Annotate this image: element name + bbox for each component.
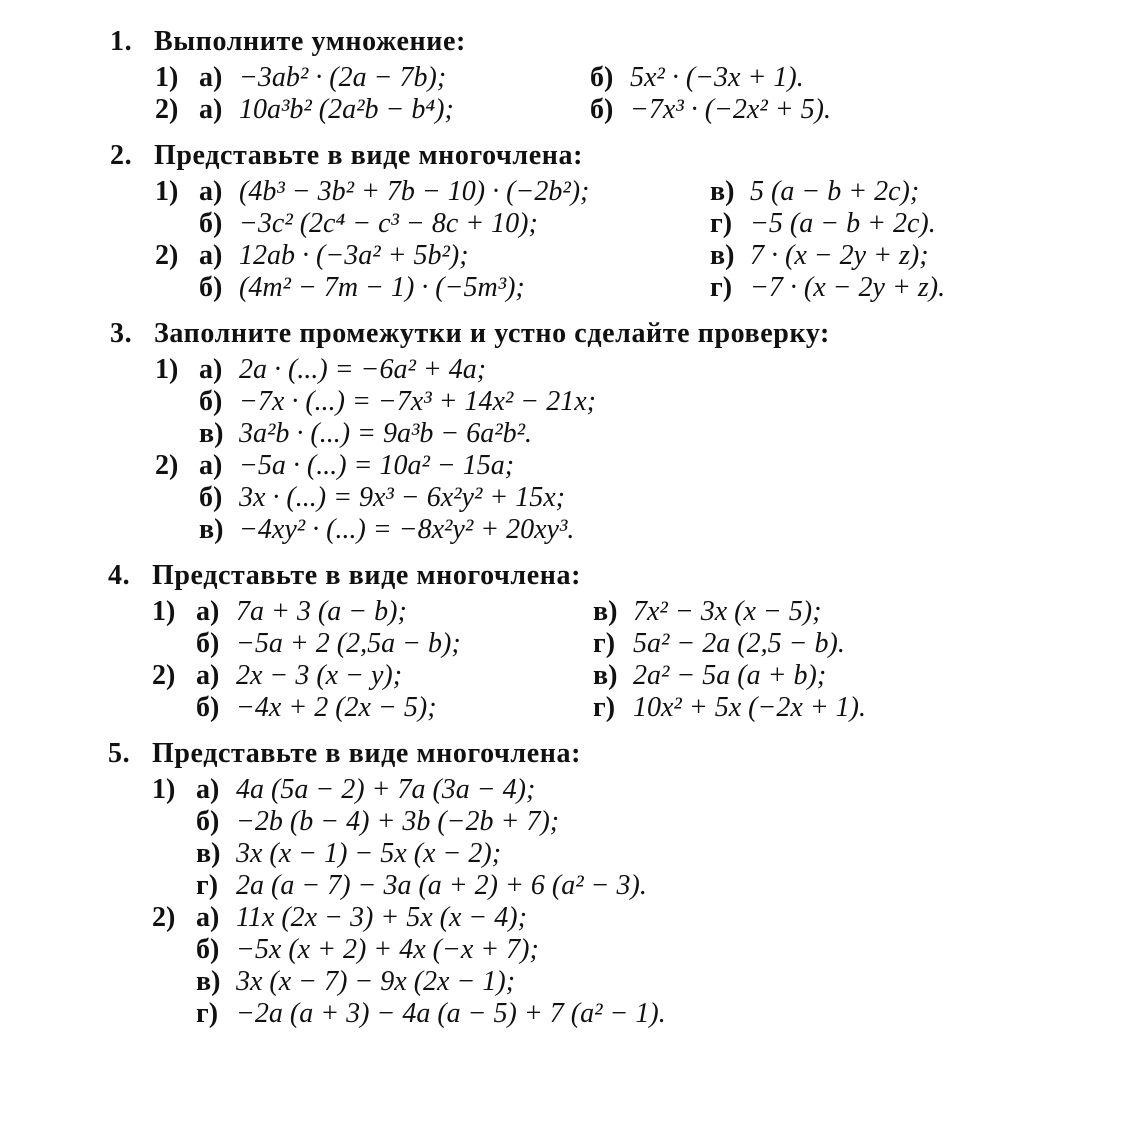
task-number: 3. (110, 318, 133, 349)
exercise-line-right (710, 272, 945, 304)
exercise-line (155, 62, 446, 94)
task-title: Представьте в виде многочлена: (154, 140, 583, 171)
expression: 2a (a − 7) − 3a (a + 2) + 6 (a² − 3). (236, 870, 647, 901)
task-title: Заполните промежутки и устно сделайте проверку: (154, 318, 830, 349)
task-title: Выполните умножение: (154, 26, 466, 57)
item-letter: б) (590, 94, 614, 125)
item-letter: в) (199, 514, 224, 545)
expression: 4a (5a − 2) + 7a (3a − 4); (236, 774, 536, 805)
exercise-line (155, 450, 514, 482)
expression: 5x² · (−3x + 1). (630, 62, 804, 93)
exercise-line (155, 176, 589, 208)
exercise-line (152, 806, 559, 838)
expression: 11x (2x − 3) + 5x (x − 4); (236, 902, 527, 933)
group-label: 2) (155, 450, 179, 481)
expression: −2a (a + 3) − 4a (a − 5) + 7 (a² − 1). (236, 998, 666, 1029)
expression: 3x (x − 7) − 9x (2x − 1); (236, 966, 516, 997)
task-number: 1. (110, 26, 133, 57)
expression: 7a + 3 (a − b); (236, 596, 407, 627)
exercise-line (152, 870, 647, 902)
exercise-line (155, 418, 532, 450)
group-label: 1) (152, 596, 176, 627)
expression: 10a³b² (2a²b − b⁴); (239, 94, 454, 125)
exercise-line (152, 774, 535, 806)
expression: 2a · (...) = −6a² + 4a; (239, 354, 487, 385)
group-label: 1) (155, 354, 179, 385)
item-letter: а) (199, 240, 223, 271)
expression: 5 (a − b + 2c); (750, 176, 920, 207)
exercise-line-right (590, 94, 831, 126)
exercise-line-right (590, 62, 804, 94)
item-letter: а) (196, 660, 220, 691)
item-letter: в) (593, 596, 618, 627)
expression: −7 · (x − 2y + z). (750, 272, 946, 303)
exercise-line-right (593, 596, 821, 628)
expression: −3ab² · (2a − 7b); (239, 62, 447, 93)
expression: −7x³ · (−2x² + 5). (630, 94, 831, 125)
task-1-heading (110, 26, 466, 58)
exercise-line (152, 628, 461, 660)
item-letter: б) (199, 272, 223, 303)
exercise-line (155, 514, 574, 546)
exercise-line-right (593, 660, 826, 692)
exercise-line (155, 482, 565, 514)
item-letter: б) (196, 934, 220, 965)
task-title: Представьте в виде многочлена: (152, 560, 581, 591)
item-letter: в) (196, 966, 221, 997)
exercise-line (155, 272, 525, 304)
expression: 7 · (x − 2y + z); (750, 240, 929, 271)
group-label: 1) (155, 176, 179, 207)
expression: −5x (x + 2) + 4x (−x + 7); (236, 934, 539, 965)
expression: 2x − 3 (x − y); (236, 660, 403, 691)
exercise-line (155, 386, 596, 418)
item-letter: б) (196, 628, 220, 659)
item-letter: б) (196, 692, 220, 723)
item-letter: б) (199, 482, 223, 513)
expression: 10x² + 5x (−2x + 1). (633, 692, 867, 723)
exercise-line (155, 208, 538, 240)
item-letter: а) (199, 176, 223, 207)
item-letter: в) (710, 176, 735, 207)
task-3-heading (110, 318, 830, 350)
exercise-line-right (593, 692, 866, 724)
task-title: Представьте в виде многочлена: (152, 738, 581, 769)
exercise-line (152, 934, 539, 966)
exercise-line (155, 354, 486, 386)
item-letter: а) (199, 354, 223, 385)
exercise-line (152, 838, 501, 870)
expression: 2a² − 5a (a + b); (633, 660, 827, 691)
group-label: 2) (152, 660, 176, 691)
exercise-line-right (593, 628, 845, 660)
expression: −5a + 2 (2,5a − b); (236, 628, 461, 659)
task-number: 5. (108, 738, 131, 769)
group-label: 2) (152, 902, 176, 933)
item-letter: г) (710, 208, 733, 239)
item-letter: а) (199, 450, 223, 481)
expression: (4b³ − 3b² + 7b − 10) · (−2b²); (239, 176, 590, 207)
exercise-line (152, 660, 402, 692)
task-2-heading (110, 140, 583, 172)
item-letter: г) (196, 998, 219, 1029)
task-5-heading (108, 738, 581, 770)
exercise-line-right (710, 240, 929, 272)
group-label: 2) (155, 240, 179, 271)
item-letter: а) (196, 902, 220, 933)
item-letter: г) (710, 272, 733, 303)
item-letter: а) (199, 94, 223, 125)
task-number: 2. (110, 140, 133, 171)
item-letter: б) (590, 62, 614, 93)
expression: −5 (a − b + 2c). (750, 208, 936, 239)
expression: −4x + 2 (2x − 5); (236, 692, 437, 723)
expression: −7x · (...) = −7x³ + 14x² − 21x; (239, 386, 596, 417)
item-letter: в) (710, 240, 735, 271)
expression: −5a · (...) = 10a² − 15a; (239, 450, 515, 481)
exercise-line (155, 240, 469, 272)
expression: 3x (x − 1) − 5x (x − 2); (236, 838, 502, 869)
item-letter: б) (196, 806, 220, 837)
item-letter: в) (196, 838, 221, 869)
item-letter: г) (196, 870, 219, 901)
expression: 3x · (...) = 9x³ − 6x²y² + 15x; (239, 482, 565, 513)
exercise-line (155, 94, 454, 126)
expression: 7x² − 3x (x − 5); (633, 596, 822, 627)
exercise-line-right (710, 208, 936, 240)
item-letter: б) (199, 386, 223, 417)
task-number: 4. (108, 560, 131, 591)
item-letter: в) (199, 418, 224, 449)
exercise-line (152, 998, 666, 1030)
item-letter: б) (199, 208, 223, 239)
expression: (4m² − 7m − 1) · (−5m³); (239, 272, 525, 303)
item-letter: а) (196, 774, 220, 805)
expression: 3a²b · (...) = 9a³b − 6a²b². (239, 418, 533, 449)
group-label: 1) (152, 774, 176, 805)
item-letter: в) (593, 660, 618, 691)
group-label: 2) (155, 94, 179, 125)
exercise-line (152, 596, 407, 628)
item-letter: г) (593, 628, 616, 659)
exercise-line (152, 692, 437, 724)
item-letter: а) (199, 62, 223, 93)
exercise-line (152, 966, 515, 998)
expression: −4xy² · (...) = −8x²y² + 20xy³. (239, 514, 575, 545)
exercise-line (152, 902, 527, 934)
expression: 5a² − 2a (2,5 − b). (633, 628, 845, 659)
item-letter: а) (196, 596, 220, 627)
expression: 12ab · (−3a² + 5b²); (239, 240, 469, 271)
exercise-line-right (710, 176, 919, 208)
group-label: 1) (155, 62, 179, 93)
task-4-heading (108, 560, 581, 592)
item-letter: г) (593, 692, 616, 723)
expression: −2b (b − 4) + 3b (−2b + 7); (236, 806, 560, 837)
expression: −3c² (2c⁴ − c³ − 8c + 10); (239, 208, 538, 239)
